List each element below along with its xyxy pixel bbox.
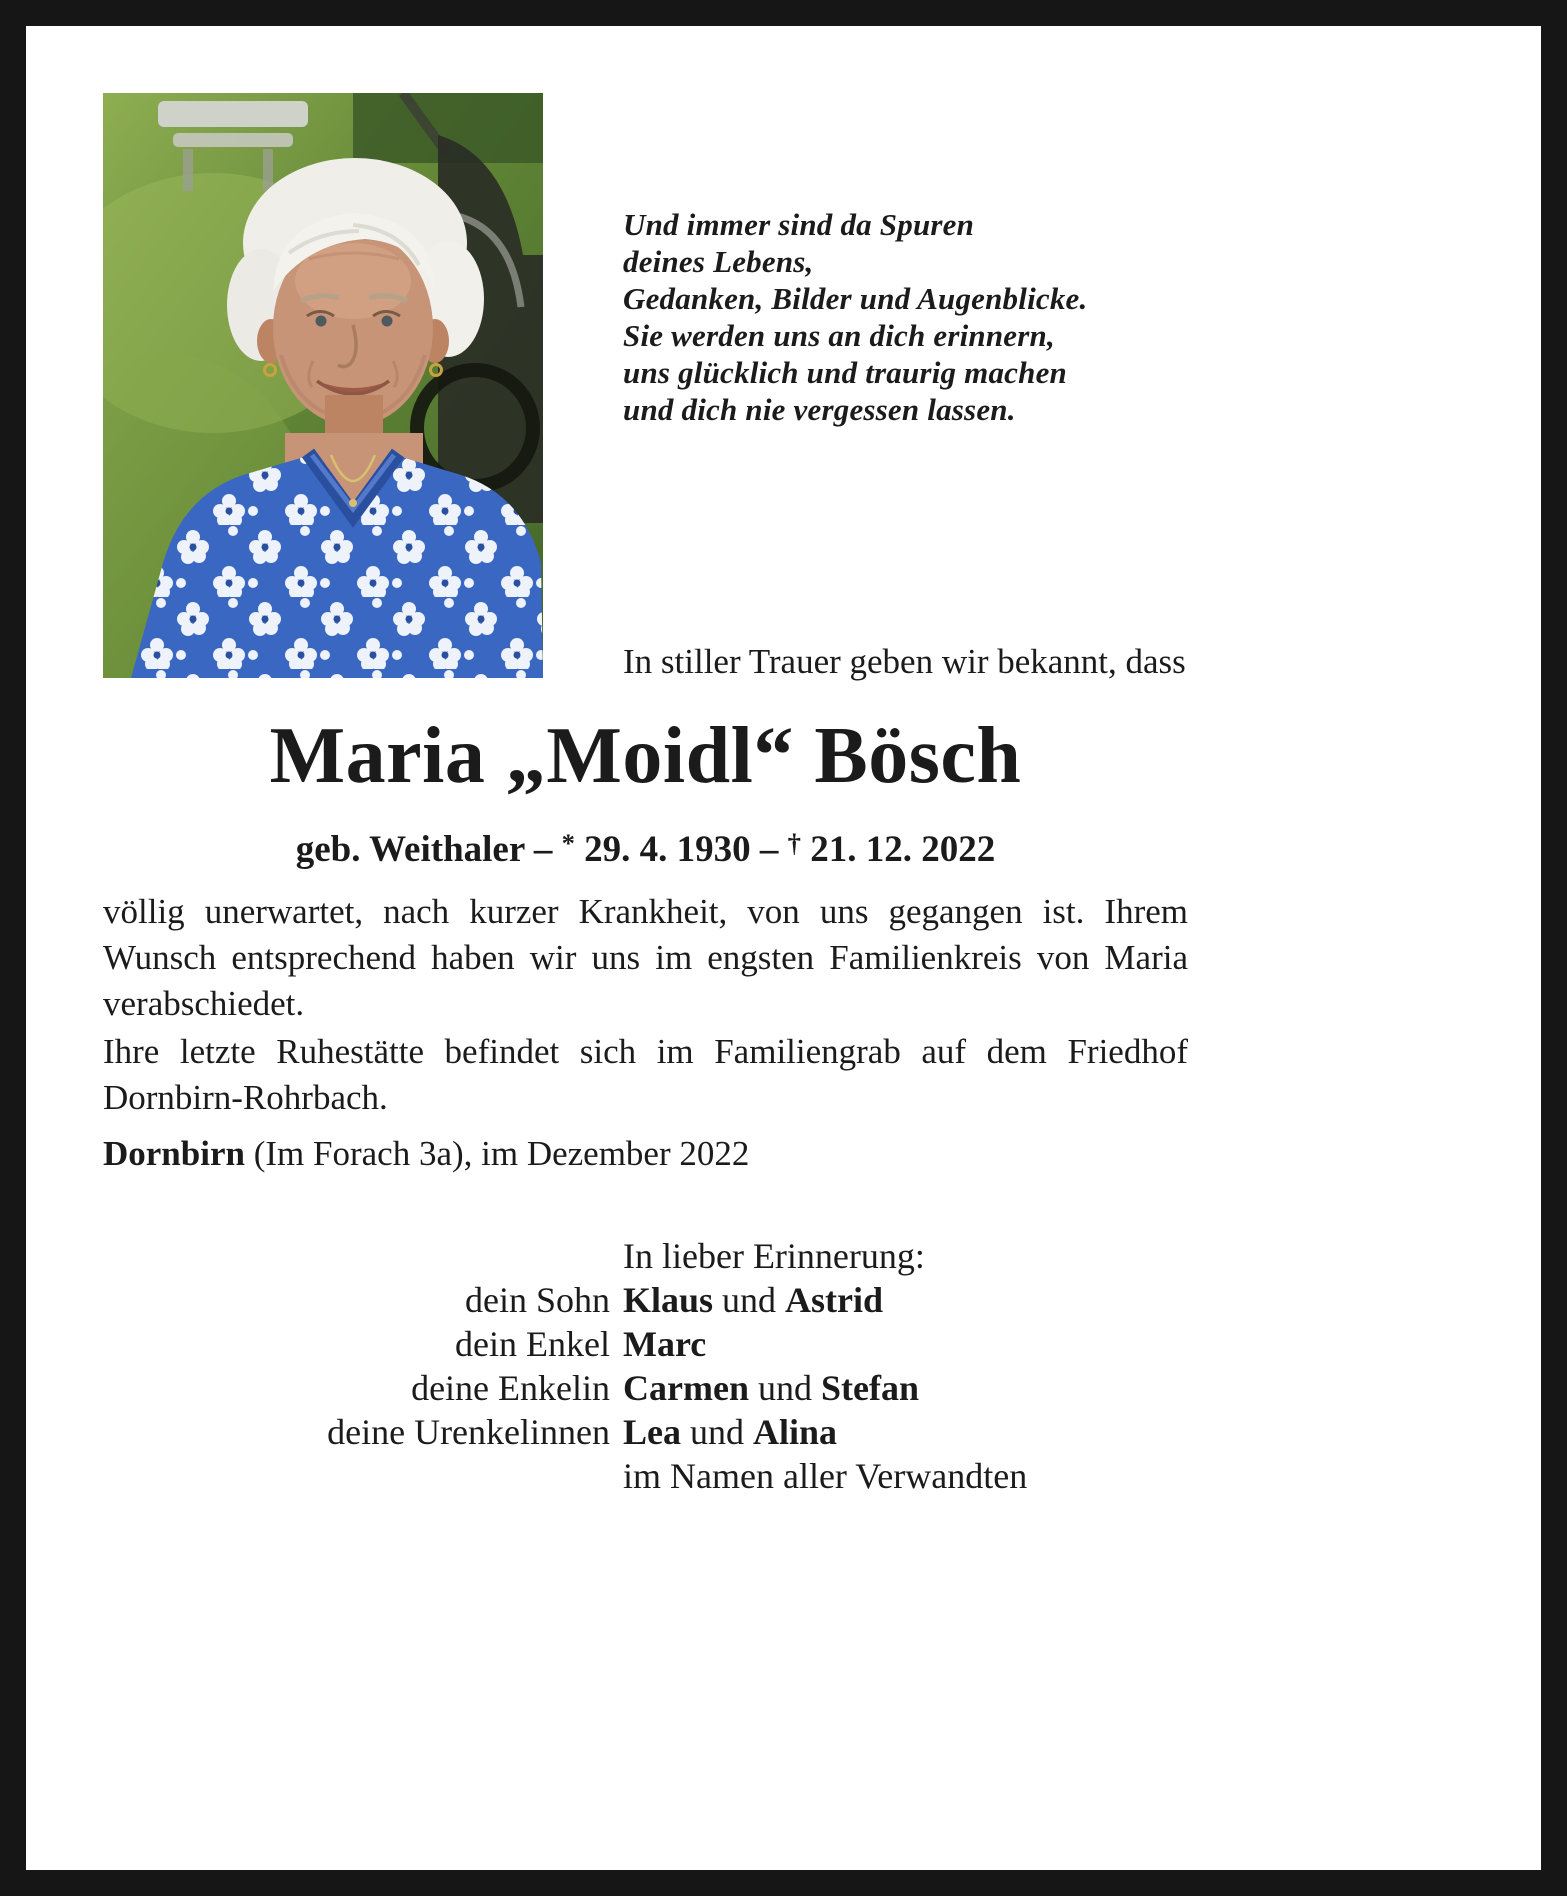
remembrance-heading: In lieber Erinnerung: (623, 1236, 925, 1276)
remembrance-relation: dein Enkel (455, 1324, 610, 1364)
memorial-poem (623, 206, 1087, 428)
poem-line: Sie werden uns an dich erinnern, (623, 318, 1055, 353)
poem-line: deines Lebens, (623, 244, 814, 279)
portrait-illustration (103, 93, 543, 678)
remembrance-block (103, 1234, 1188, 1498)
remembrance-name: Lea (623, 1412, 681, 1452)
died-symbol: † (787, 828, 801, 858)
birth-date: 29. 4. 1930 – (574, 829, 788, 870)
burial-paragraph: Ihre letzte Ruhestätte befindet sich im Familiengrab auf dem Friedhof Dornbirn-Rohrbach. (103, 1032, 1188, 1117)
remembrance-name: Alina (753, 1412, 838, 1452)
remembrance-name: Astrid (785, 1280, 884, 1320)
dateline (103, 1134, 1188, 1174)
remembrance-names (623, 1410, 1188, 1454)
dateline-rest: (Im Forach 3a), im Dezember 2022 (244, 1134, 750, 1173)
remembrance-names (623, 1278, 1188, 1322)
remembrance-conjunction: und (713, 1280, 786, 1320)
remembrance-relation: dein Sohn (464, 1280, 610, 1320)
portrait-photo (103, 93, 543, 678)
remembrance-spacer (103, 1454, 610, 1498)
remembrance-spacer (103, 1234, 610, 1278)
remembrance-names (623, 1366, 1188, 1410)
remembrance-names (623, 1322, 1188, 1366)
remembrance-conjunction: und (681, 1412, 753, 1452)
poem-line: Gedanken, Bilder und Augenblicke. (623, 281, 1088, 316)
poem-line: Und immer sind da Spuren (623, 207, 975, 242)
poem-line: uns glücklich und traurig machen (623, 355, 1067, 390)
poem-line: und dich nie vergessen lassen. (623, 392, 1016, 427)
born-symbol: * (561, 828, 575, 858)
dateline-place: Dornbirn (103, 1134, 245, 1173)
remembrance-conjunction: und (748, 1368, 821, 1408)
remembrance-name: Klaus (623, 1280, 714, 1320)
announcement-intro: In stiller Trauer geben wir bekannt, dass (623, 642, 1186, 681)
death-date: 21. 12. 2022 (800, 829, 996, 870)
remembrance-relation: deine Enkelin (411, 1368, 610, 1408)
remembrance-name: Carmen (623, 1368, 749, 1408)
announcement-paragraph: völlig unerwartet, nach kurzer Krankheit, von uns gegangen ist. Ihrem Wunsch entsprechend haben wir uns im engsten Familienkreis von Maria verabschiedet. (103, 892, 1188, 1023)
birth-death-line (103, 828, 1188, 871)
deceased-name: Maria „Moidl“ Bösch (269, 712, 1022, 800)
birth-line-prefix: geb. Weithaler – (295, 829, 562, 870)
remembrance-relation: deine Urenkelinnen (327, 1412, 610, 1452)
remembrance-name: Marc (623, 1324, 707, 1364)
remembrance-name: Stefan (820, 1368, 919, 1408)
remembrance-closing: im Namen aller Verwandten (623, 1456, 1028, 1496)
